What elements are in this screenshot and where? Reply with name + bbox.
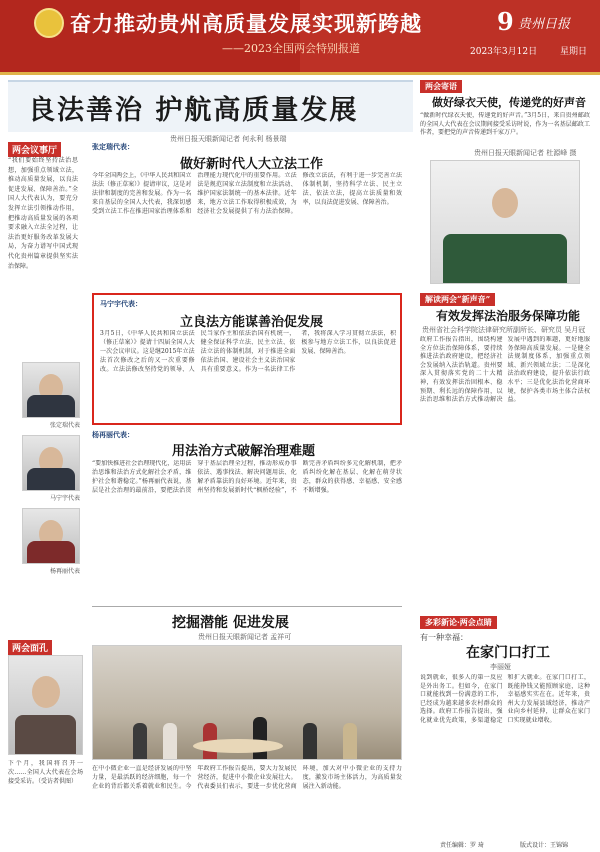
- right-block-author: 李丽娅: [490, 663, 511, 671]
- right-block-photo: [430, 160, 580, 284]
- national-emblem-icon: [34, 8, 64, 38]
- right-block-tag: 多彩新论·两会点睛: [420, 616, 497, 629]
- section-body: “要加快推进社会治理现代化，运用法治思维和法治方式化解社会矛盾，维护社会和谐稳定。”杨再丽代表说，基层是社会治理的最前沿，要把法治贯穿于基层治理全过程，推动形成办事依法、遇事找法、解决问题用法、化解矛盾靠法的良好环境。近年来，贵州坚持和发展新时代“枫桥经验”，不断完善矛盾纠纷多元化解机制，把矛盾纠纷化解在基层、化解在萌芽状态，群众的获得感、幸福感、安全感不断增强。: [92, 460, 402, 494]
- section-speaker: 张定瑞代表：: [92, 142, 134, 151]
- lead-headline: 良法善治 护航高质量发展: [28, 95, 359, 126]
- right-block-text: 政府工作报告指出，围绕构建全方位法治保障体系，要持续推进法治政府建设，把经济社会发展纳入法治轨道。贵州要深入贯彻落实党的二十大精神，有效发挥法治固根本、稳预期、利长远的保障作用，以法治思维和法治方式推动解决发展中遇到的难题，更好地服务保障高质量发展。一是健全法规制度体系，加强重点领域、新兴领域立法；二是深化法治政府建设，提升依法行政水平；三是优化法治化营商环境，保护各类市场主体合法权益。: [420, 336, 590, 404]
- right-block-title: 做好绿衣天使，传递党的好声音: [432, 96, 586, 109]
- portrait-yang: [22, 508, 80, 564]
- paper-name: 贵州日报: [518, 17, 571, 32]
- feature-byline: 贵州日报天眼新闻记者 孟祥可: [198, 633, 292, 641]
- divider: [92, 606, 402, 607]
- portrait-ma: [22, 435, 80, 491]
- section-title: 立良法方能谋善治促发展: [180, 315, 324, 330]
- right-block-subtitle: 有一种幸福：: [420, 633, 468, 642]
- section-body: 3月5日，《中华人民共和国立法法（修正草案）》提请十四届全国人大一次会议审议。这是继2015年立法法首次修改之后的又一次重要修改。立法法修改坚持党的领导、人民当家作主和依法治国有机统一，健全保证科学立法、民主立法、依法立法的体制机制，对于推进全面依法治国、建设社会主义法治国家具有重要意义。作为一名法律工作者，我将深入学习贯彻立法法，积极参与地方立法工作，以良法促进发展、保障善治。: [100, 330, 396, 373]
- portrait-zhang: [22, 362, 80, 418]
- page-number: 9: [497, 7, 514, 36]
- sidebar-tag: 两会议事厅: [8, 142, 61, 157]
- portrait-caption: 杨再丽代表: [49, 568, 80, 575]
- profile-photo: [8, 655, 83, 755]
- issue-weekday: 星期日: [560, 47, 588, 57]
- lead-headline-box: [8, 80, 413, 132]
- photo-box-caption: 下个月，我国将召开一次……全国人大代表在会场接受采访。（受访者供图）: [8, 760, 83, 785]
- lead-byline: 贵州日报天眼新闻记者 何永利 杨景瑞: [170, 135, 287, 143]
- sidebar-text: “我们要始终坚持法治思想，加强重点领域立法，推动高质量发展，以良法促进发展、保障善治。”全国人大代表认为，要充分发挥立法引领推动作用，把推动高质量发展的各项要求融入立法全过程，让法治更好服务改革发展大局，为奋力谱写中国式现代化贵州篇章提供坚实法治保障。: [8, 157, 78, 270]
- masthead: [0, 0, 600, 72]
- footer-designer: 版式设计：王锦锦: [520, 842, 569, 849]
- section-title: 用法治方式破解治理难题: [172, 444, 316, 459]
- right-block-title: 有效发挥法治服务保障功能: [436, 309, 581, 323]
- masthead-title: 奋力推动贵州高质量发展实现新跨越: [70, 11, 422, 36]
- right-block-text: “做新时代绿衣天使，传递党的好声音。”3月5日，来自贵州邮政的全国人大代表在会议期间接受采访时说，作为一名基层邮政工作者，要把党的声音传递到千家万户。: [420, 112, 590, 137]
- section-speaker: 马宁宇代表：: [100, 299, 142, 308]
- section-speaker: 杨再丽代表：: [92, 430, 134, 439]
- right-block-tag: 解读两会“新声音”: [420, 293, 495, 306]
- right-block-byline: 贵州省社会科学院法律研究所副所长、研究员 吴月冠: [422, 326, 586, 334]
- section-title: 做好新时代人大立法工作: [180, 157, 324, 172]
- issue-date: 2023年3月12日: [470, 47, 538, 57]
- section-body: 今年全国两会上，《中华人民共和国立法法（修正草案）》提请审议，这是对法律和制度的完善和发展。作为一名来自基层的全国人大代表，我深切感受到立法工作在推进国家治理体系和治理能力现代化中的重要作用。立法法是规范国家立法制度和立法活动、维护国家法制统一的基本法律。近年来，地方立法工作取得积极成效，为经济社会发展提供了有力法治保障。修改立法法，有利于进一步完善立法体制机制，坚持科学立法、民主立法、依法立法，提高立法质量和效率，以良法促进发展、保障善治。: [92, 172, 402, 215]
- feature-title: 挖掘潜能 促进发展: [172, 615, 289, 631]
- sidebar-box: [8, 156, 78, 356]
- feature-body: 在中小微企业一直是经济发展的中坚力量，是最活跃的经济细胞，每一个企业的背后都关系着就业和民生。今年政府工作报告提出，要大力发展民营经济，促进中小微企业发展壮大。代表委员们表示，要进一步优化营商环境，加大对中小微企业的支持力度，激发市场主体活力，为高质量发展注入新动能。: [92, 765, 402, 790]
- photo-box-tag: 两会面孔: [8, 640, 52, 655]
- feature-photo: [92, 645, 402, 760]
- masthead-rule: [0, 72, 600, 75]
- right-block-tag: 两会寄语: [420, 80, 462, 93]
- footer-editor: 责任编辑：罗 琦: [440, 842, 484, 849]
- portrait-caption: 马宁宇代表: [49, 495, 80, 502]
- portrait-caption: 张定瑞代表: [49, 422, 80, 429]
- right-block-title: 在家门口打工: [466, 645, 550, 661]
- masthead-subtitle: ——2023全国两会特别报道: [222, 42, 360, 55]
- right-block-byline: 贵州日报天眼新闻记者 杜源峰 摄: [474, 149, 577, 157]
- right-block-text: 说到就业，很多人的第一反应是外出务工。但如今，在家门口就能找到一份满意的工作，已经成为越来越多农村群众的选择。政府工作报告提出，强化就业优先政策，多渠道稳定和扩大就业。在家门口打工，既能挣钱又能照顾家庭，这种幸福感实实在在。近年来，贵州大力发展县域经济，推动产业向乡村延伸，让群众在家门口实现就业增收。: [420, 674, 590, 724]
